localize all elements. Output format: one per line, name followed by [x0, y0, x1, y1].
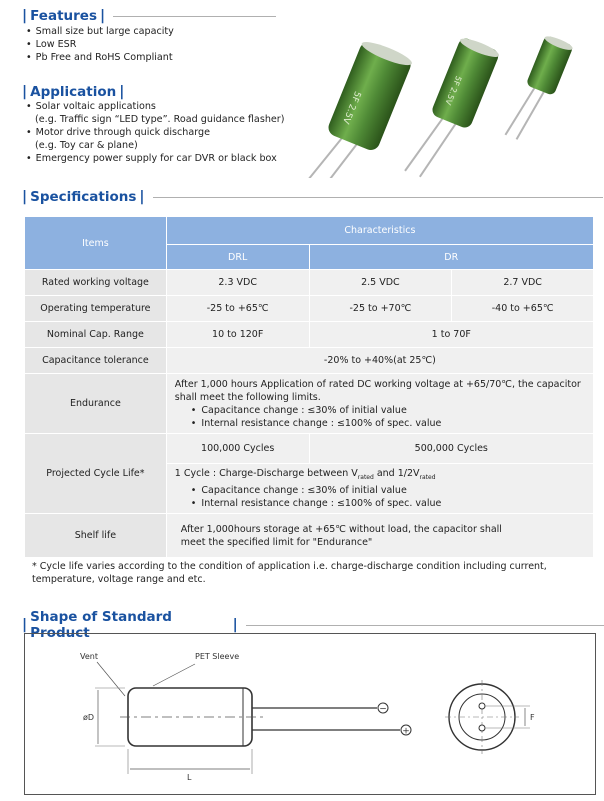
diameter-label: øD — [83, 713, 95, 722]
capacitor-sleeve-text: 5F 2.5V — [340, 89, 363, 125]
header-items: Items — [25, 217, 167, 270]
shape-heading: | Shape of Standard Product | — [22, 609, 604, 641]
table-cell: -40 to +65℃ — [452, 296, 594, 322]
row-label: Capacitance tolerance — [25, 348, 167, 374]
capacitor-sleeve-text: 5F 2.5V — [443, 74, 464, 107]
table-cell: -20% to +40%(at 25℃) — [166, 348, 593, 374]
row-label: Rated working voltage — [25, 270, 167, 296]
row-label: Projected Cycle Life* — [25, 434, 167, 514]
pet-sleeve-leader — [153, 664, 195, 686]
features-heading: | Features | — [22, 8, 276, 24]
list-item: • Emergency power supply for car DVR or black box — [26, 152, 284, 165]
features-title: Features — [30, 8, 97, 24]
cycle-life-note: * Cycle life varies according to the condition of application i.e. charge-discharge condition including current, temperature, voltage range and etc. — [32, 561, 547, 585]
shape-drawing-frame — [24, 633, 596, 795]
application-heading: | Application | — [22, 84, 125, 100]
shape-rule — [246, 625, 604, 626]
table-cell: 100,000 Cycles — [166, 434, 309, 464]
row-label: Nominal Cap. Range — [25, 322, 167, 348]
table-cell: -25 to +65℃ — [166, 296, 309, 322]
header-characteristics: Characteristics — [166, 217, 593, 245]
table-cell: 10 to 120F — [166, 322, 309, 348]
svg-text:+: + — [402, 726, 410, 737]
list-item: • Motor drive through quick discharge — [26, 126, 284, 139]
vent-leader — [97, 662, 125, 696]
lead-hole — [479, 703, 485, 709]
application-title: Application — [30, 84, 117, 100]
pet-sleeve-label: PET Sleeve — [195, 652, 240, 661]
length-label: L — [187, 773, 192, 782]
header-drl: DRL — [166, 245, 309, 270]
list-item: • Capacitance change : ≤30% of initial value — [191, 404, 593, 417]
endurance-list — [175, 404, 593, 430]
cycle-life-text: 1 Cycle : Charge-Discharge between $V_{rated}$ and $1/2V_{rated}$ — [174, 468, 436, 481]
shape-title: Shape of Standard Product — [30, 609, 172, 641]
table-cell: -25 to +70℃ — [309, 296, 452, 322]
capacitor-small — [505, 34, 574, 146]
list-item: • Solar voltaic applications — [26, 100, 284, 113]
cycle-life-list — [175, 484, 593, 510]
shelf-life-line: After 1,000hours storage at +65℃ without load, the capacitor shall — [180, 523, 502, 535]
product-photo — [296, 6, 596, 178]
list-item: • Internal resistance change : ≤100% of spec. value — [191, 497, 593, 510]
table-cell: 2.5 VDC — [309, 270, 452, 296]
shelf-life-line: meet the specified limit for "Endurance" — [180, 536, 373, 548]
application-list — [26, 100, 284, 165]
list-item-sub: (e.g. Toy car & plane) — [35, 140, 138, 151]
shelf-life-cell — [166, 514, 593, 558]
cycle-life-cell — [166, 464, 593, 514]
row-label: Operating temperature — [25, 296, 167, 322]
specifications-heading: | Specifications | — [22, 189, 603, 205]
capacitor-medium — [405, 35, 501, 178]
list-item-sub: (e.g. Traffic sign “LED type”. Road guidance flasher) — [35, 114, 285, 125]
list-item: • Low ESR — [26, 38, 174, 51]
specifications-rule — [153, 197, 603, 198]
specifications-table — [24, 216, 594, 558]
features-rule — [113, 16, 276, 17]
table-cell: 500,000 Cycles — [309, 434, 593, 464]
table-cell: 2.3 VDC — [166, 270, 309, 296]
lead-hole — [479, 725, 485, 731]
list-item: • Internal resistance change : ≤100% of spec. value — [191, 417, 593, 430]
list-item: • Small size but large capacity — [26, 25, 174, 38]
specifications-title: Specifications — [30, 189, 137, 205]
vent-label: Vent — [80, 652, 98, 661]
list-item: • Pb Free and RoHS Compliant — [26, 51, 174, 64]
capacitor-large — [297, 36, 414, 178]
table-cell: 2.7 VDC — [452, 270, 594, 296]
f-label: F — [530, 713, 535, 722]
row-label: Shelf life — [25, 514, 167, 558]
header-dr: DR — [309, 245, 593, 270]
endurance-text: After 1,000 hours Application of rated DC working voltage at +65/70℃, the capacitor shall meet the following limits. — [174, 378, 581, 403]
features-list — [26, 25, 174, 64]
table-cell: 1 to 70F — [309, 322, 593, 348]
shape-drawing — [25, 634, 595, 794]
list-item: • Capacitance change : ≤30% of initial value — [191, 484, 593, 497]
row-label: Endurance — [25, 374, 167, 434]
endurance-cell — [166, 374, 593, 434]
svg-text:−: − — [379, 704, 387, 715]
